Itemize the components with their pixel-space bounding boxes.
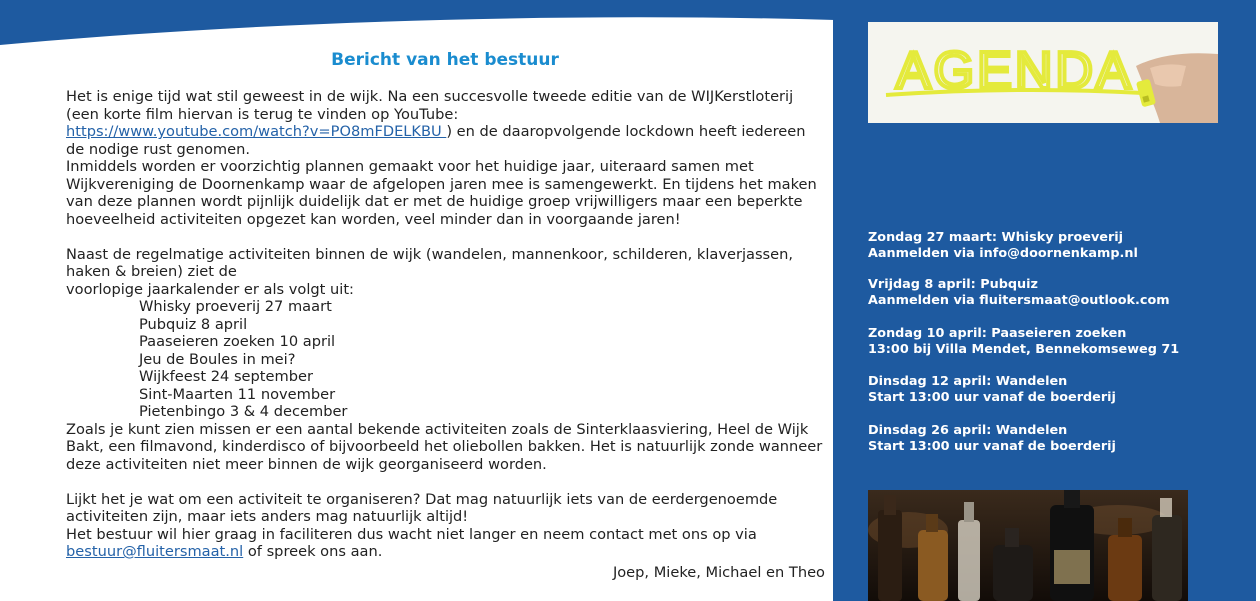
list-item: Pietenbingo 3 & 4 december [139,403,348,420]
contact-text: Het bestuur wil hier graag in faciliteren dus wacht niet langer en neem contact met ons op via [66,525,757,543]
sidebar [833,0,1260,601]
intro-text: Het is enige tijd wat stil geweest in de wijk. Na een succesvolle tweede editie van de WIJKerstloterij (een korte film hiervan is terug te vinden op YouTube: [66,88,794,123]
email-link[interactable]: bestuur@fluitersmaat.nl [66,543,244,560]
activities-text: Naast de regelmatige activiteiten binnen de wijk (wandelen, mannenkoor, schilderen, klaverjassen, haken & breien) ziet de [66,245,794,280]
page-title: Bericht van het bestuur [331,50,559,70]
paragraph-plans: Inmiddels worden er voorzichtig plannen gemaakt voor het huidige jaar, uiteraard samen met Wijkvereniging de Doornenkamp waar de afgelopen jaren mee is samengewerkt. En tijdens het maken van deze plannen wordt pijnlijk duidelijk dat er met de huidige groep vrijwilligers maar een beperkte hoeveelheid activiteiten opgezet kan worden, veel minder dan in voorgaande jaren! [66,158,817,228]
whisky-bottles-image [868,490,1188,601]
paragraph-organise: Lijkt het je wat om een activiteit te organiseren? Dat mag natuurlijk iets van de eerdergenoemde activiteiten zijn, maar iets anders mag natuurlijk altijd! [66,490,778,525]
event-detail: Start 13:00 uur vanaf de boerderij [868,438,1116,454]
event-title: Dinsdag 12 april: Wandelen [868,374,1068,389]
list-item: Whisky proeverij 27 maart [139,298,332,315]
list-item: Jeu de Boules in mei? [139,350,296,368]
list-item: Paaseieren zoeken 10 april [139,333,336,350]
signature: Joep, Mieke, Michael en Theo [612,564,825,581]
paragraph-activities [66,246,826,299]
event-title: Dinsdag 26 april: Wandelen [868,423,1068,438]
intro-text-cont: ) en de daaropvolgende lockdown heeft iedereen de nodige rust genomen. [66,123,806,158]
article-body [66,88,826,561]
contact-text-cont: of spreek ons aan. [243,543,383,560]
agenda-event [868,326,1248,357]
list-item: Sint-Maarten 11 november [139,385,336,403]
event-detail: 13:00 bij Villa Mendet, Bennekomseweg 71 [868,341,1180,357]
calendar-intro: voorlopige jaarkalender er als volgt uit: [66,280,354,298]
list-item: Wijkfeest 24 september [139,368,313,385]
header-wave [0,0,835,50]
paragraph-intro [66,88,826,158]
agenda-event [868,423,1248,454]
event-detail: Aanmelden via info@doornenkamp.nl [868,245,1138,261]
page-edge [1256,0,1260,601]
paragraph-missing: Zoals je kunt zien missen er een aantal bekende activiteiten zoals de Sinterklaasviering, Heel de Wijk Bakt, een filmavond, kinderdisco of bijvoorbeeld het oliebollen bakken. Het is natuurlijk zonde wanneer deze activiteiten niet meer binnen de wijk georganiseerd worden. [66,420,823,473]
list-item: Pubquiz 8 april [139,315,248,333]
agenda-banner-image [868,22,1218,123]
whisky-bottles-graphic [868,490,1188,601]
event-title: Vrijdag 8 april: Pubquiz [868,277,1038,292]
event-title: Zondag 10 april: Paaseieren zoeken [868,326,1127,341]
calendar-list [66,298,826,421]
agenda-label: AGENDA [896,42,1134,100]
event-detail: Start 13:00 uur vanaf de boerderij [868,389,1116,405]
paragraph-contact [66,526,826,561]
agenda-banner-graphic [868,22,1218,123]
agenda-event [868,374,1248,405]
event-title: Zondag 27 maart: Whisky proeverij [868,230,1124,245]
agenda-event [868,230,1248,261]
event-detail: Aanmelden via fluitersmaat@outlook.com [868,292,1170,308]
agenda-event [868,277,1248,308]
youtube-link[interactable]: https://www.youtube.com/watch?v=PO8mFDELKBU [66,123,447,140]
